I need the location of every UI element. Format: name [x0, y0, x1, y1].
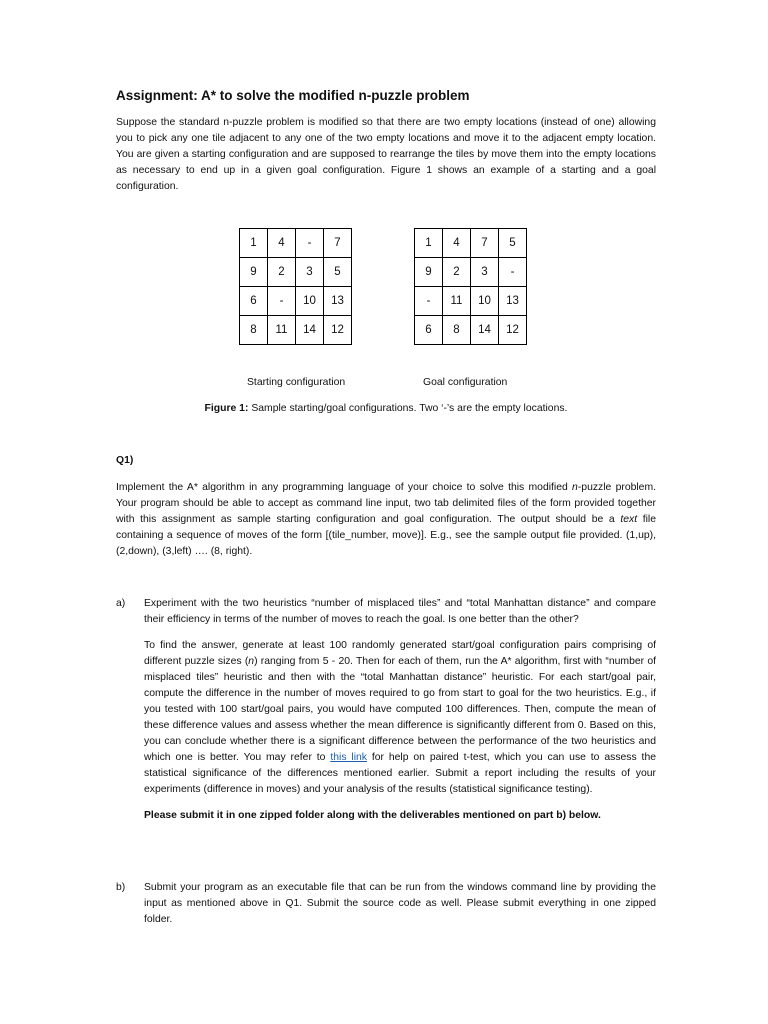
detail-italic-n: n	[248, 656, 255, 667]
item-b-text: Submit your program as an executable file that can be run from the windows command line by providing the input as mentioned above in Q1. Submit the source code as well. Please submit everything in one zipped folder.	[144, 882, 656, 925]
q1-text-part: Implement the A* algorithm in any programming language of your choice to solve this modified	[116, 482, 573, 493]
grid-cell: 8	[443, 316, 471, 345]
grid-cell: 3	[471, 258, 499, 287]
grid-cell: -	[296, 229, 324, 258]
starting-configuration-grid	[239, 228, 352, 345]
grid-cell: 13	[324, 287, 352, 316]
q1-text-part: file containing a sequence of moves of the form [(tile_number, move)]. E.g., see the sample output file provided. (1,up), (2,down), (3,left) …. (8, right).	[116, 514, 656, 557]
q1-paragraph	[116, 480, 656, 560]
grid-cell: 2	[443, 258, 471, 287]
grid-cell: 14	[471, 316, 499, 345]
grid-cell: 11	[443, 287, 471, 316]
grid-cell: 7	[471, 229, 499, 258]
grid-cell: 14	[296, 316, 324, 345]
figure-caption-text: Sample starting/goal configurations. Two ‘-’s are the empty locations.	[248, 403, 568, 414]
list-marker: b)	[116, 882, 126, 893]
grid-cell: 10	[471, 287, 499, 316]
grid-cell: 7	[324, 229, 352, 258]
list-marker: a)	[116, 598, 126, 609]
q1-text-part: -puzzle problem. Your program should be able to accept as command line input, two tab delimited files of the form provided together with this assignment as sample starting configuration and goal configuration. The output should be a	[116, 482, 657, 525]
grid-cell: -	[415, 287, 443, 316]
goal-configuration-grid	[414, 228, 527, 345]
list-item-a	[116, 596, 656, 824]
grid-cell: 6	[415, 316, 443, 345]
q1-heading: Q1)	[116, 455, 134, 466]
grid-cell: 4	[268, 229, 296, 258]
grid-cell: 8	[240, 316, 268, 345]
grid-cell: 9	[415, 258, 443, 287]
item-a-detail	[144, 638, 656, 798]
grid-cell: -	[268, 287, 296, 316]
grid-cell: 3	[296, 258, 324, 287]
grid-cell: 12	[499, 316, 527, 345]
starting-configuration-label: Starting configuration	[247, 377, 346, 388]
intro-paragraph: Suppose the standard n-puzzle problem is modified so that there are two empty locations (instead of one) allowing you to pick any one tile adjacent to any one of the two empty locations and move it to the adjacent empty location. You are given a starting configuration and are supposed to rearrange the tiles by move them into the empty locations as necessary to end up in a given goal configuration. Figure 1 shows an example of a starting and a goal configuration.	[116, 117, 656, 192]
grid-cell: 10	[296, 287, 324, 316]
grid-cell: 6	[240, 287, 268, 316]
figure-label: Figure 1:	[204, 403, 249, 414]
item-a-question: Experiment with the two heuristics “number of misplaced tiles” and “total Manhattan distance” and compare their efficiency in terms of the number of moves to reach the goal. Is one better than the other?	[144, 598, 656, 625]
grid-cell: 13	[499, 287, 527, 316]
detail-text-part: To find the answer, generate at least 100 randomly generated start/goal configuration pairs comprising of different puzzle sizes (	[144, 640, 656, 667]
goal-configuration-label: Goal configuration	[423, 377, 508, 388]
grid-cell: 5	[499, 229, 527, 258]
grid-cell: 1	[415, 229, 443, 258]
q1-italic-text: text	[620, 514, 638, 525]
list-item-b	[116, 880, 656, 928]
detail-text-part: for help on paired t-test, which you can use to assess the statistical significance of the differences mentioned earlier. Submit a report including the results of your experiments (difference in moves) and your analysis of the results (statistical significance testing).	[144, 752, 657, 795]
grid-cell: 12	[324, 316, 352, 345]
grid-cell: 11	[268, 316, 296, 345]
grid-cell: 1	[240, 229, 268, 258]
grid-cell: 5	[324, 258, 352, 287]
figure-caption	[116, 403, 656, 414]
detail-text-part: ) ranging from 5 - 20. Then for each of them, run the A* algorithm, first with “number of misplaced tiles” heuristic and then with the “total Manhattan distance” heuristic. For each start/goal pair, compute the difference in the number of moves required to go from start to goal for the two heuristics. E.g., if you tested with 100 start/goal pairs, you would have computed 100 differences. Then, compute the mean of these difference values and assess whether the mean difference is significantly different from 0. Based on this, you can conclude whether there is a significant difference between the performance of the two heuristics and which one is better. You may refer to	[144, 656, 656, 763]
item-a-submit-note: Please submit it in one zipped folder along with the deliverables mentioned on part b) below.	[144, 810, 601, 821]
grid-cell: 4	[443, 229, 471, 258]
grid-cell: 2	[268, 258, 296, 287]
page-title: Assignment: A* to solve the modified n-puzzle problem	[116, 88, 470, 103]
grid-cell: -	[499, 258, 527, 287]
grid-cell: 9	[240, 258, 268, 287]
paired-t-test-link[interactable]: this link	[330, 752, 367, 763]
q1-italic-n: n	[572, 482, 578, 493]
